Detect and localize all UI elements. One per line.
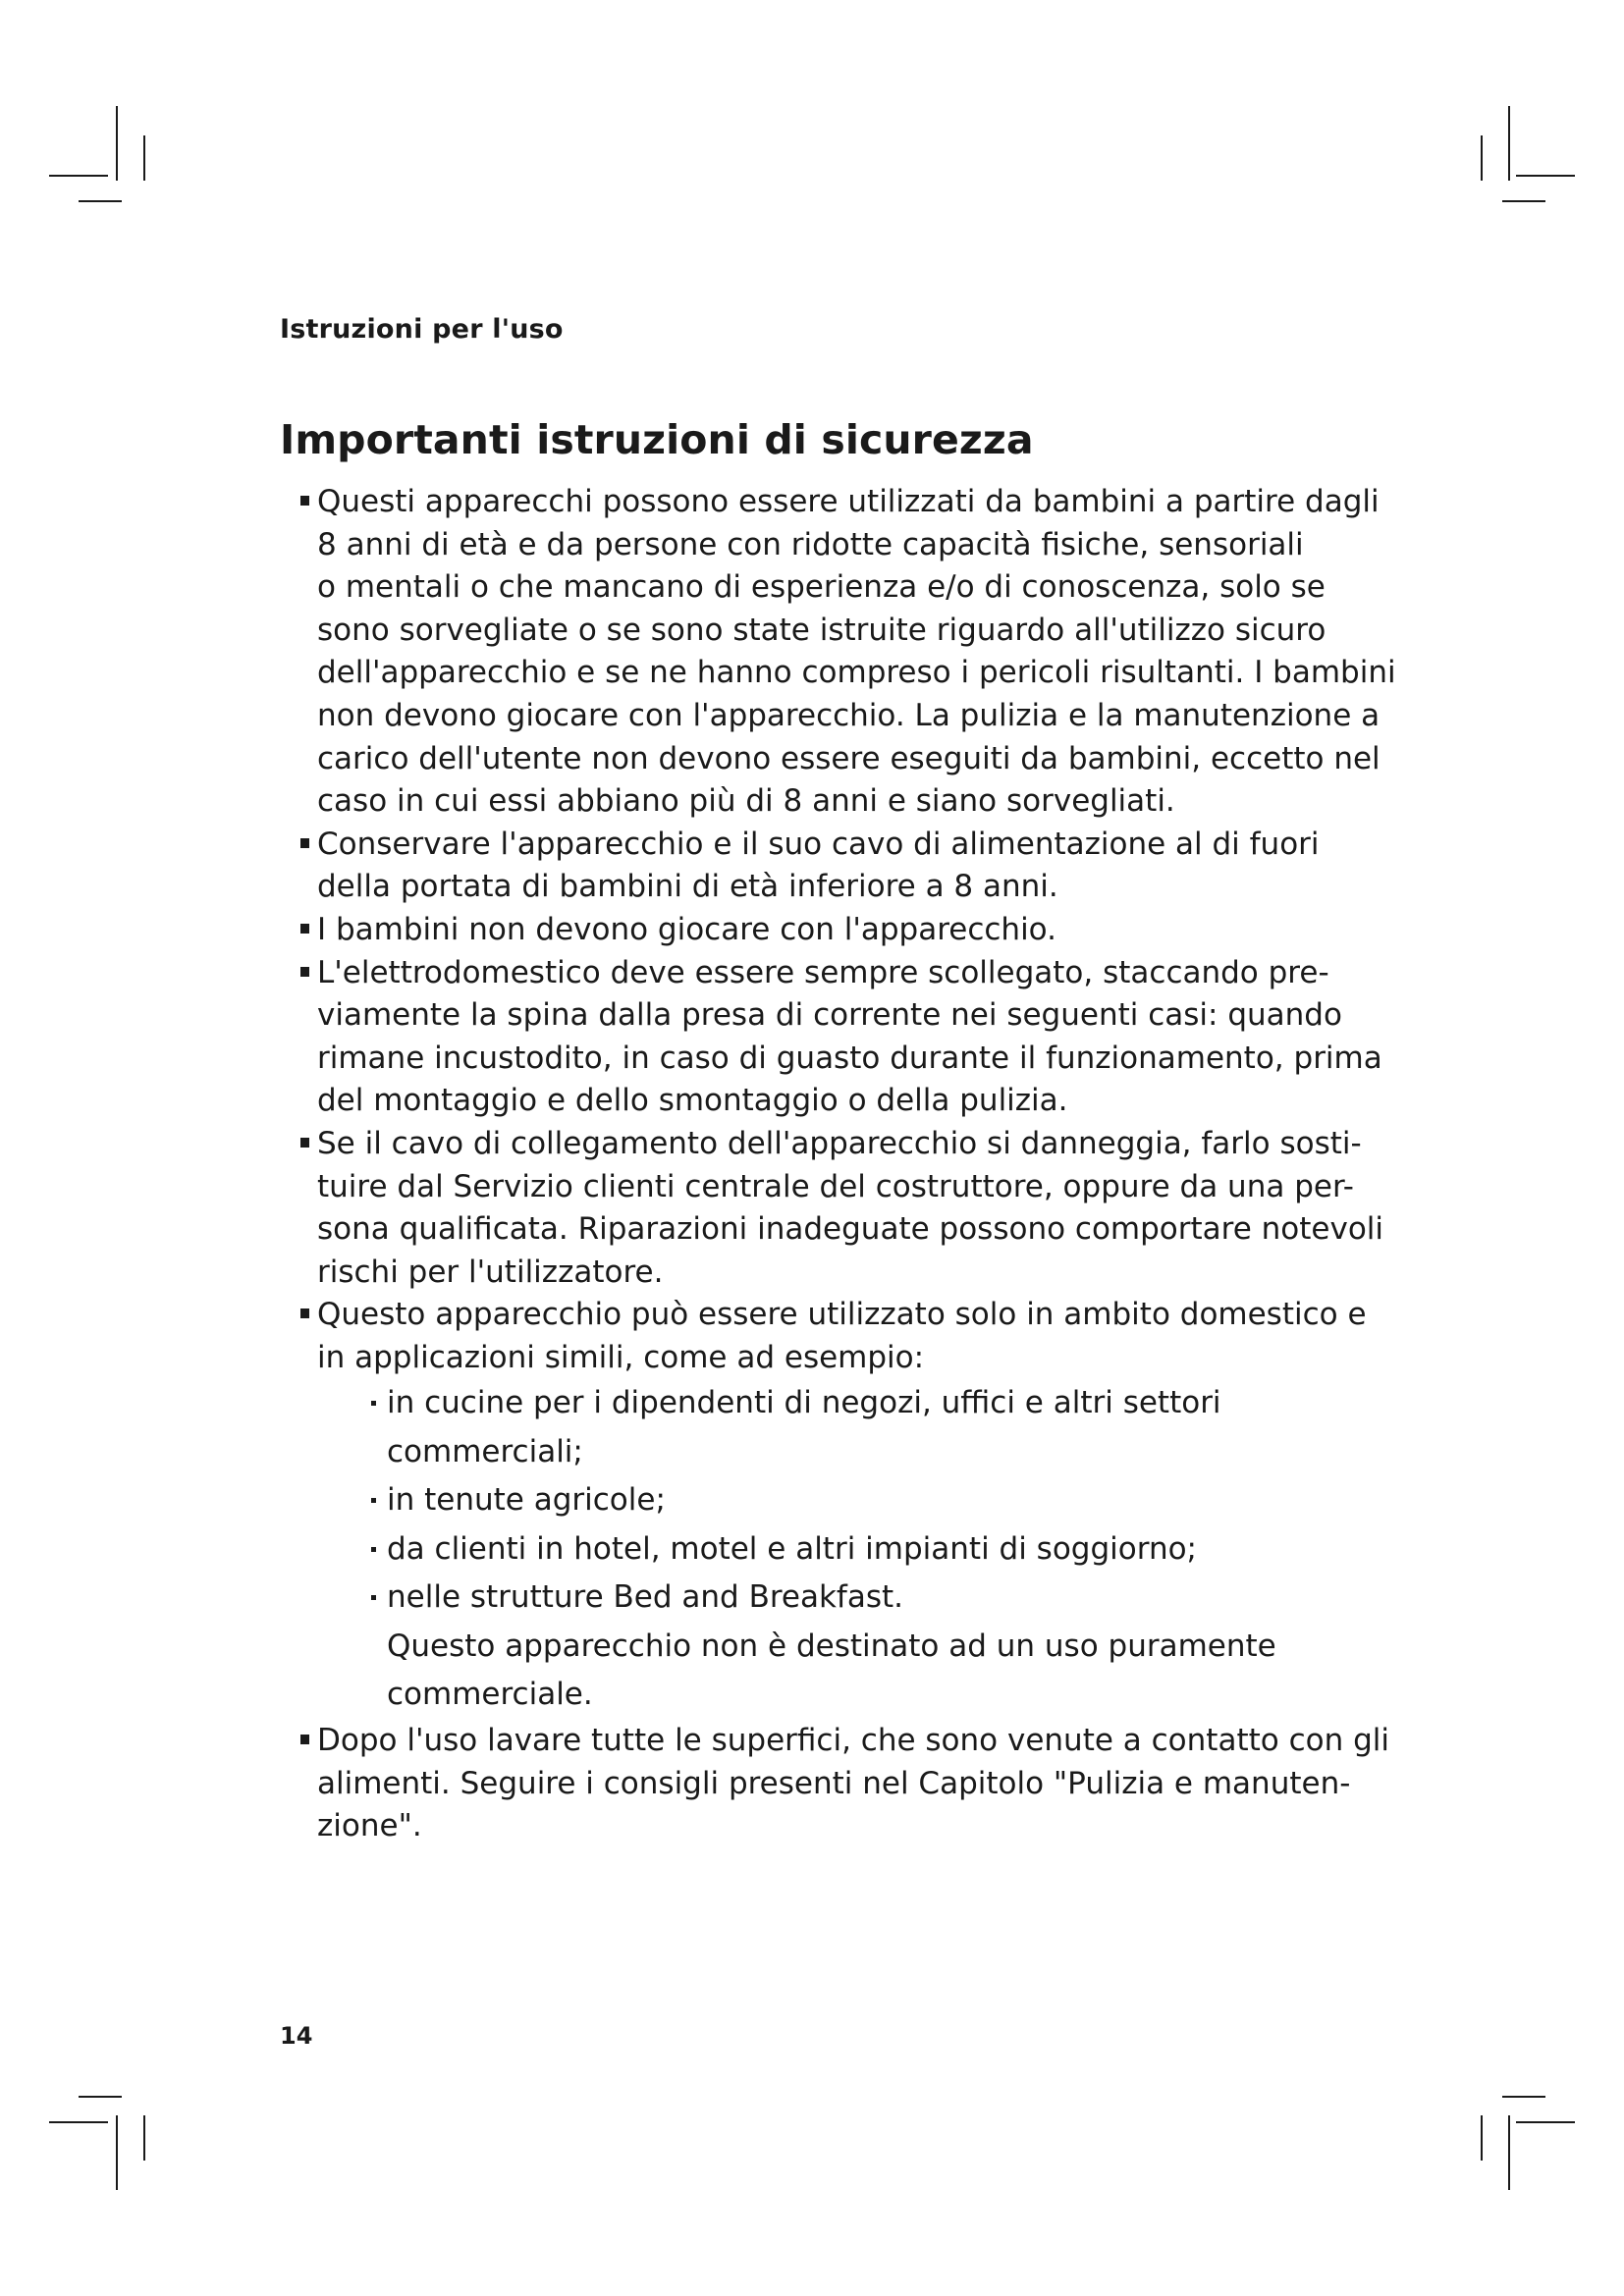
dot-bullet-icon — [371, 1498, 376, 1503]
list-item — [300, 824, 1420, 909]
crop-mark — [143, 2115, 145, 2161]
square-bullet-icon — [300, 967, 309, 977]
square-bullet-icon — [300, 838, 309, 848]
text-line: in tenute agricole; — [387, 1482, 666, 1519]
page-number: 14 — [280, 2022, 313, 2050]
text-line: del montaggio e dello smontaggio o della pulizia. — [317, 1083, 1068, 1119]
crop-mark — [143, 135, 145, 181]
list-item — [300, 1720, 1420, 1848]
text-line: commerciali; — [387, 1433, 583, 1469]
crop-mark — [1502, 2096, 1545, 2098]
text-line: I bambini non devono giocare con l'apparecchio. — [317, 911, 1056, 947]
crop-mark — [1516, 2121, 1575, 2123]
text-line: nelle strutture Bed and Breakfast. — [387, 1579, 903, 1616]
crop-mark — [1508, 106, 1510, 181]
crop-mark — [49, 175, 108, 177]
sub-list-item — [371, 1379, 1420, 1476]
sub-list-item — [371, 1525, 1420, 1575]
section-title: Importanti istruzioni di sicurezza — [280, 416, 1034, 463]
safety-instructions-list — [300, 481, 1420, 1848]
sub-list-item — [371, 1574, 1420, 1623]
text-line: della portata di bambini di età inferiore a 8 anni. — [317, 869, 1058, 905]
text-line: caso in cui essi abbiano più di 8 anni e siano sorvegliati. — [317, 783, 1175, 820]
crop-mark — [79, 2096, 122, 2098]
text-line: Se il cavo di collegamento dell'apparecchio si danneggia, farlo sosti- — [317, 1125, 1362, 1161]
text-line: alimenti. Seguire i consigli presenti nel Capitolo "Pulizia e manuten- — [317, 1765, 1351, 1801]
sub-list-item — [371, 1476, 1420, 1525]
text-line: Conservare l'apparecchio e il suo cavo di alimentazione al di fuori — [317, 826, 1320, 862]
text-line: tuire dal Servizio clienti centrale del costruttore, oppure da una per- — [317, 1168, 1354, 1204]
text-line: da clienti in hotel, motel e altri impianti di soggiorno; — [387, 1530, 1197, 1567]
text-line: Questo apparecchio può essere utilizzato solo in ambito domestico e — [317, 1297, 1367, 1333]
square-bullet-icon — [300, 1735, 309, 1744]
text-line: L'elettrodomestico deve essere sempre scollegato, staccando pre- — [317, 954, 1329, 990]
text-line: sono sorvegliate o se sono state istruite riguardo all'utilizzo sicuro — [317, 612, 1326, 648]
dot-bullet-icon — [371, 1595, 376, 1600]
crop-mark — [116, 106, 118, 181]
list-item — [300, 1123, 1420, 1294]
list-item — [300, 1294, 1420, 1720]
list-item — [300, 909, 1420, 952]
text-line: dell'apparecchio e se ne hanno compreso i pericoli risultanti. I bambini — [317, 655, 1396, 691]
text-line: commerciale. — [387, 1677, 593, 1713]
text-line: Questi apparecchi possono essere utilizzati da bambini a partire dagli — [317, 484, 1380, 519]
list-item — [300, 481, 1420, 824]
usage-examples-list — [317, 1379, 1420, 1720]
text-line: sona qualificata. Riparazioni inadeguate possono comportare notevoli — [317, 1211, 1384, 1248]
text-line: viamente la spina dalla presa di corrente nei seguenti casi: quando — [317, 997, 1342, 1034]
text-line: zione". — [317, 1808, 422, 1844]
square-bullet-icon — [300, 496, 309, 506]
text-line: carico dell'utente non devono essere eseguiti da bambini, eccetto nel — [317, 740, 1380, 776]
usage-note — [371, 1623, 1420, 1720]
crop-mark — [1481, 2115, 1483, 2161]
running-header: Istruzioni per l'uso — [280, 314, 564, 345]
text-line: Questo apparecchio non è destinato ad un uso puramente — [387, 1628, 1276, 1664]
text-line: non devono giocare con l'apparecchio. La pulizia e la manutenzione a — [317, 697, 1380, 733]
square-bullet-icon — [300, 924, 309, 934]
text-line: Dopo l'uso lavare tutte le superfici, che sono venute a contatto con gli — [317, 1722, 1389, 1758]
crop-mark — [79, 200, 122, 202]
dot-bullet-icon — [371, 1401, 376, 1406]
square-bullet-icon — [300, 1308, 309, 1318]
square-bullet-icon — [300, 1138, 309, 1148]
crop-mark — [1508, 2115, 1510, 2190]
text-line: o mentali o che mancano di esperienza e/o di conoscenza, solo se — [317, 569, 1326, 606]
crop-mark — [1516, 175, 1575, 177]
list-item — [300, 952, 1420, 1123]
crop-mark — [1502, 200, 1545, 202]
text-line: rischi per l'utilizzatore. — [317, 1254, 664, 1290]
dot-bullet-icon — [371, 1547, 376, 1552]
crop-mark — [116, 2115, 118, 2190]
crop-mark — [1481, 135, 1483, 181]
text-line: in applicazioni simili, come ad esempio: — [317, 1339, 925, 1375]
text-line: rimane incustodito, in caso di guasto durante il funzionamento, prima — [317, 1040, 1382, 1076]
text-line: in cucine per i dipendenti di negozi, uffici e altri settori — [387, 1385, 1221, 1421]
text-line: 8 anni di età e da persone con ridotte capacità fisiche, sensoriali — [317, 526, 1304, 562]
crop-mark — [49, 2121, 108, 2123]
